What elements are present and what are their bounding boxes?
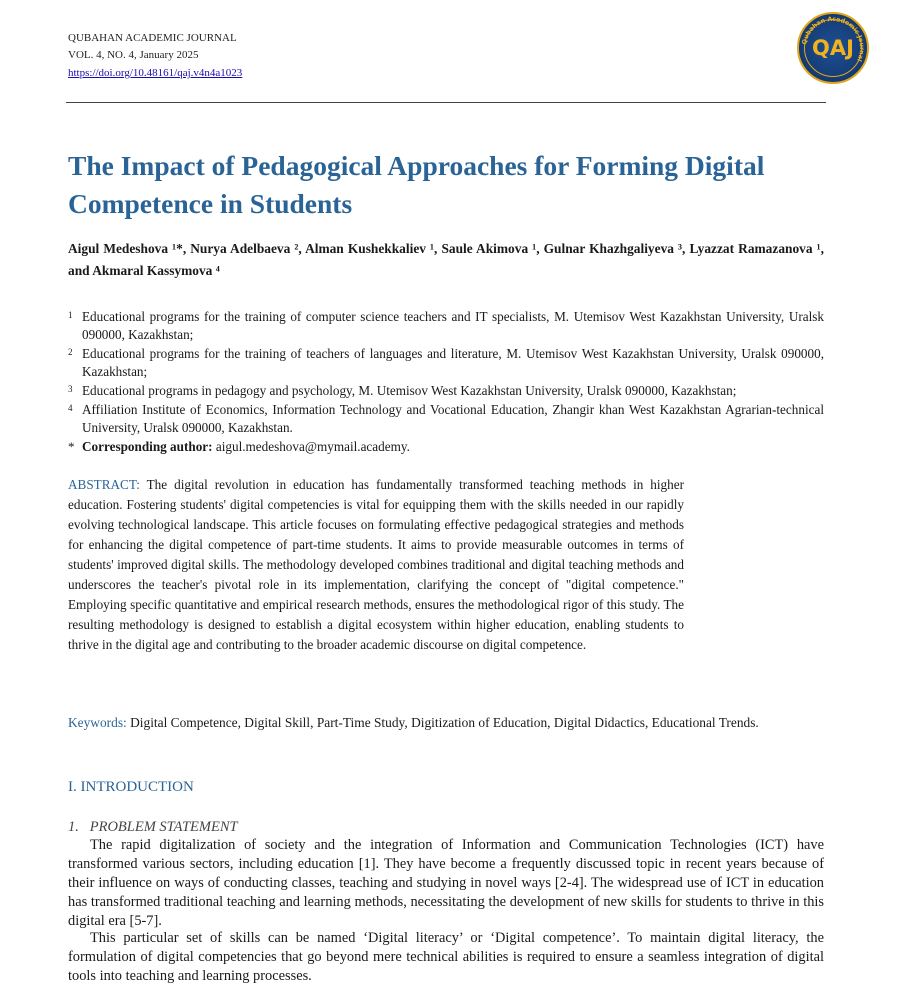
- affiliation-text: Educational programs in pedagogy and psychology, M. Utemisov West Kazakhstan University, Uralsk 090000, Kazakhstan;: [82, 383, 737, 398]
- affiliation-number: 2: [68, 347, 73, 357]
- corresponding-email-link[interactable]: aigul.medeshova@mymail.academy.: [215, 439, 410, 454]
- affiliation-text: Affiliation Institute of Economics, Information Technology and Vocational Education, Zhangir khan West Kazakhstan Agrarian-technical University, Uralsk 090000, Kazakhstan.: [82, 402, 824, 435]
- keywords: [68, 712, 824, 733]
- keywords-label: Keywords:: [68, 715, 127, 730]
- subsection-heading: 1. PROBLEM STATEMENT: [68, 819, 238, 835]
- logo-letters: QAJ: [812, 36, 854, 60]
- affiliation-number: 4: [68, 403, 73, 413]
- keywords-text: Digital Competence, Digital Skill, Part-Time Study, Digitization of Education, Digital Didactics, Educational Trends.: [130, 715, 759, 730]
- doi-link[interactable]: https://doi.org/10.48161/qaj.v4n4a1023: [68, 67, 243, 79]
- affiliation-number: 1: [68, 310, 73, 320]
- paper-title: The Impact of Pedagogical Approaches for Forming Digital Competence in Students: [68, 150, 765, 219]
- abstract: [68, 475, 684, 655]
- journal-name: QUBAHAN ACADEMIC JOURNAL: [68, 32, 237, 44]
- section-heading: I. INTRODUCTION: [68, 779, 194, 795]
- corresponding-author: [68, 438, 824, 456]
- affiliation-number: 3: [68, 384, 73, 394]
- affiliation-3: [68, 382, 824, 400]
- logo-ring-text: Qubahan Academic Journal: [801, 15, 866, 63]
- abstract-text: The digital revolution in education has fundamentally transformed teaching methods in higher education. Fostering students' digital competencies is vital for equipping them with the skills needed in our rapidly evolving technological landscape. This article focuses on formulating effective pedagogical strategies and methods for enhancing the digital competence of part-time students. It aims to provide measurable outcomes in terms of students' improved digital skills. The methodology developed combines traditional and digital teaching methods and underscores the teacher's pivotal role in its implementation, clarifying the concept of "digital competence." Employing specific quantitative and empirical research methods, ensures the methodological rigor of this study. The resulting methodology is designed to establish a digital ecosystem within higher education, enabling students to thrive in the digital age and contributing to the broader academic discourse on digital competence.: [68, 477, 684, 652]
- intro-paragraph-2: This particular set of skills can be named ‘Digital literacy’ or ‘Digital competence’. To maintain digital literacy, the formulation of digital competencies that go beyond mere technical abilities is required to ensure a seamless integration of digital tools into teaching and learning processes.: [68, 930, 824, 984]
- author-list: Aigul Medeshova ¹*, Nurya Adelbaeva ², Alman Kushekkaliev ¹, Saule Akimova ¹, Gulnar Khazhgaliyeva ³, Lyazzat Ramazanova ¹, and Akmaral Kassymova ⁴: [68, 241, 824, 278]
- affiliation-2: [68, 345, 824, 381]
- affiliation-1: [68, 308, 824, 344]
- corresponding-label: Corresponding author:: [82, 439, 213, 454]
- affiliation-text: Educational programs for the training of computer science teachers and IT specialists, M. Utemisov West Kazakhstan University, Uralsk 090000, Kazakhstan;: [82, 309, 824, 342]
- journal-logo[interactable]: [797, 12, 869, 84]
- affiliation-4: [68, 401, 824, 437]
- abstract-label: ABSTRACT:: [68, 477, 140, 492]
- volume-line: VOL. 4, NO. 4, January 2025: [68, 49, 199, 61]
- affiliation-text: Educational programs for the training of teachers of languages and literature, M. Utemisov West Kazakhstan University, Uralsk 090000, Kazakhstan;: [82, 346, 824, 379]
- intro-paragraph-1: The rapid digitalization of society and the integration of Information and Communication Technologies (ICT) have transformed various sectors, including education [1]. They have become a frequently discussed topic in recent years because of their influence on ways of conducting classes, teaching and studying in novel ways [2-4]. The widespread use of ICT in education has transformed traditional teaching and learning methods, necessitating the development of new skills for students to thrive in this digital era [5-7].: [68, 837, 824, 929]
- header-rule: [66, 102, 826, 103]
- corresponding-marker: *: [68, 439, 75, 454]
